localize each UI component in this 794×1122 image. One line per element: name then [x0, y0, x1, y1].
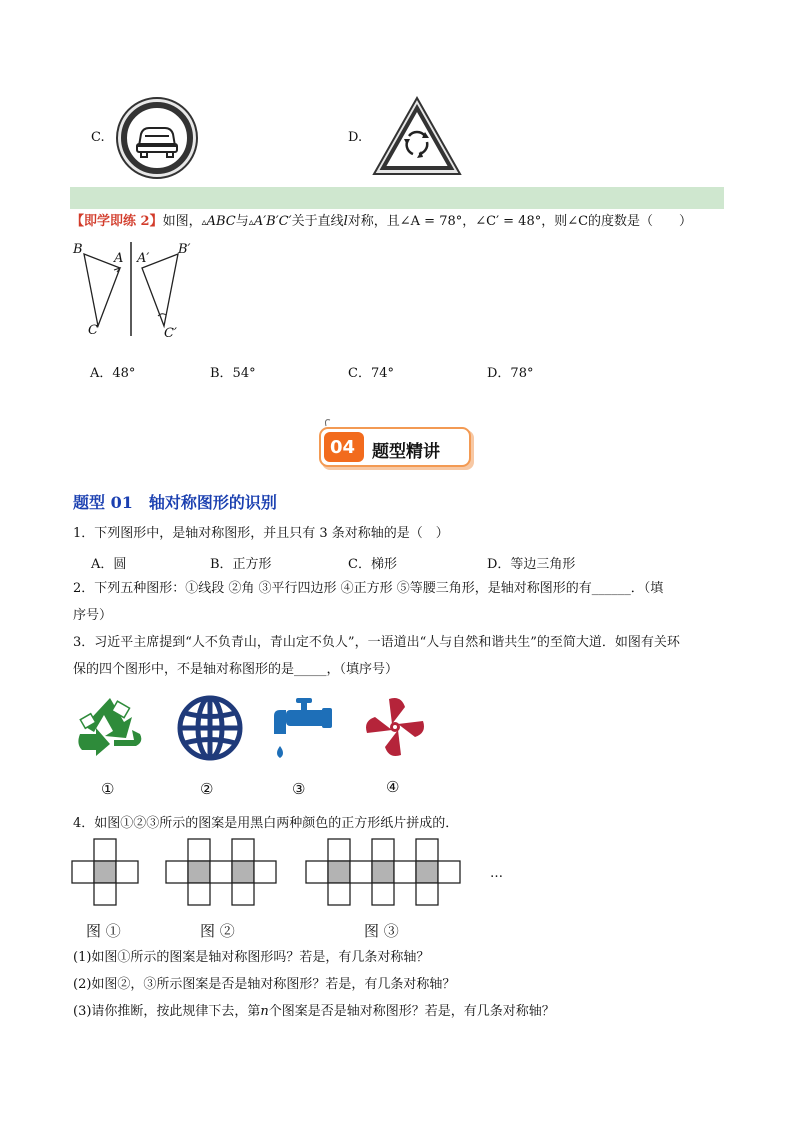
q3-line1: 3．习近平主席提到“人不负青山，青山定不负人”，一语道出“人与自然和谐共生”的至简大道．如图有关环: [73, 635, 680, 650]
q1-option-b: B．正方形: [210, 557, 272, 572]
label-a-prime: A′: [137, 251, 150, 266]
option-d-label: D.: [348, 130, 363, 145]
label-b-prime: B′: [178, 242, 191, 257]
q4-patterns-figure: [70, 838, 500, 910]
pattern-figure-2: [166, 839, 276, 905]
q1-option-c: C．梯形: [348, 557, 397, 572]
label-c: C: [88, 323, 98, 338]
q4-sub1: (1)如图①所示的图案是轴对称图形吗？若是，有几条对称轴？: [73, 950, 430, 965]
practice-option-d: D．78°: [487, 366, 534, 381]
topic-title: 题型 01 轴对称图形的识别: [73, 493, 277, 512]
q3-label-1: ①: [101, 780, 115, 798]
recycle-icon: [74, 694, 146, 760]
pattern-figure-3: [306, 839, 460, 905]
q4-sub2: (2)如图②，③所示图案是否是轴对称图形？若是，有几条对称轴？: [73, 977, 456, 992]
section-banner: [318, 418, 476, 472]
q1-option-d: D．等边三角形: [487, 557, 576, 572]
q3-label-4: ④: [386, 778, 400, 796]
practice-question: 【即学即练 2】如图，▵ABC与▵A′B′C′关于直线l对称，且∠A = 78°，∠C′ = 48°，则∠C的度数是（ ）: [71, 214, 693, 229]
q2-line2: 序号）: [73, 608, 113, 623]
section-divider-band: [70, 187, 724, 209]
q1-text: 1．下列图形中，是轴对称图形，并且只有 3 条对称轴的是（ ）: [73, 526, 449, 541]
faucet-icon: [270, 694, 336, 766]
q4-ellipsis: …: [490, 866, 503, 881]
label-c-prime: C′: [164, 326, 177, 341]
q4-fig-label-2: 图 ②: [200, 922, 235, 940]
q4-text: 4．如图①②③所示的图案是用黑白两种颜色的正方形纸片拼成的．: [73, 816, 459, 831]
q3-label-3: ③: [292, 780, 306, 798]
q4-sub3: (3)请你推断，按此规律下去，第n个图案是否是轴对称图形？若是，有几条对称轴？: [73, 1004, 555, 1019]
practice-option-a: A．48°: [90, 366, 136, 381]
globe-icon: [176, 694, 244, 762]
banner-title: 题型精讲: [372, 442, 440, 462]
label-b: B: [73, 242, 83, 257]
roundabout-sign-icon: [372, 96, 462, 178]
practice-tag: 【即学即练 2】: [71, 214, 163, 229]
q4-fig-label-1: 图 ①: [86, 922, 121, 940]
fan-icon: [362, 694, 428, 760]
label-a: A: [114, 251, 124, 266]
no-car-sign-icon: [115, 96, 199, 180]
practice-option-c: C．74°: [348, 366, 394, 381]
option-c-label: C.: [91, 130, 105, 145]
banner-number: 04: [330, 437, 356, 458]
q3-label-2: ②: [200, 780, 214, 798]
pattern-figure-1: [72, 839, 138, 905]
q2-line1: 2．下列五种图形：①线段 ②角 ③平行四边形 ④正方形 ⑤等腰三角形，是轴对称图形的有______．（填: [73, 581, 664, 596]
q3-line2: 保的四个图形中，不是轴对称图形的是_____，（填序号）: [73, 662, 399, 677]
q1-option-a: A．圆: [91, 557, 127, 572]
q4-fig-label-3: 图 ③: [364, 922, 399, 940]
practice-option-b: B．54°: [210, 366, 256, 381]
